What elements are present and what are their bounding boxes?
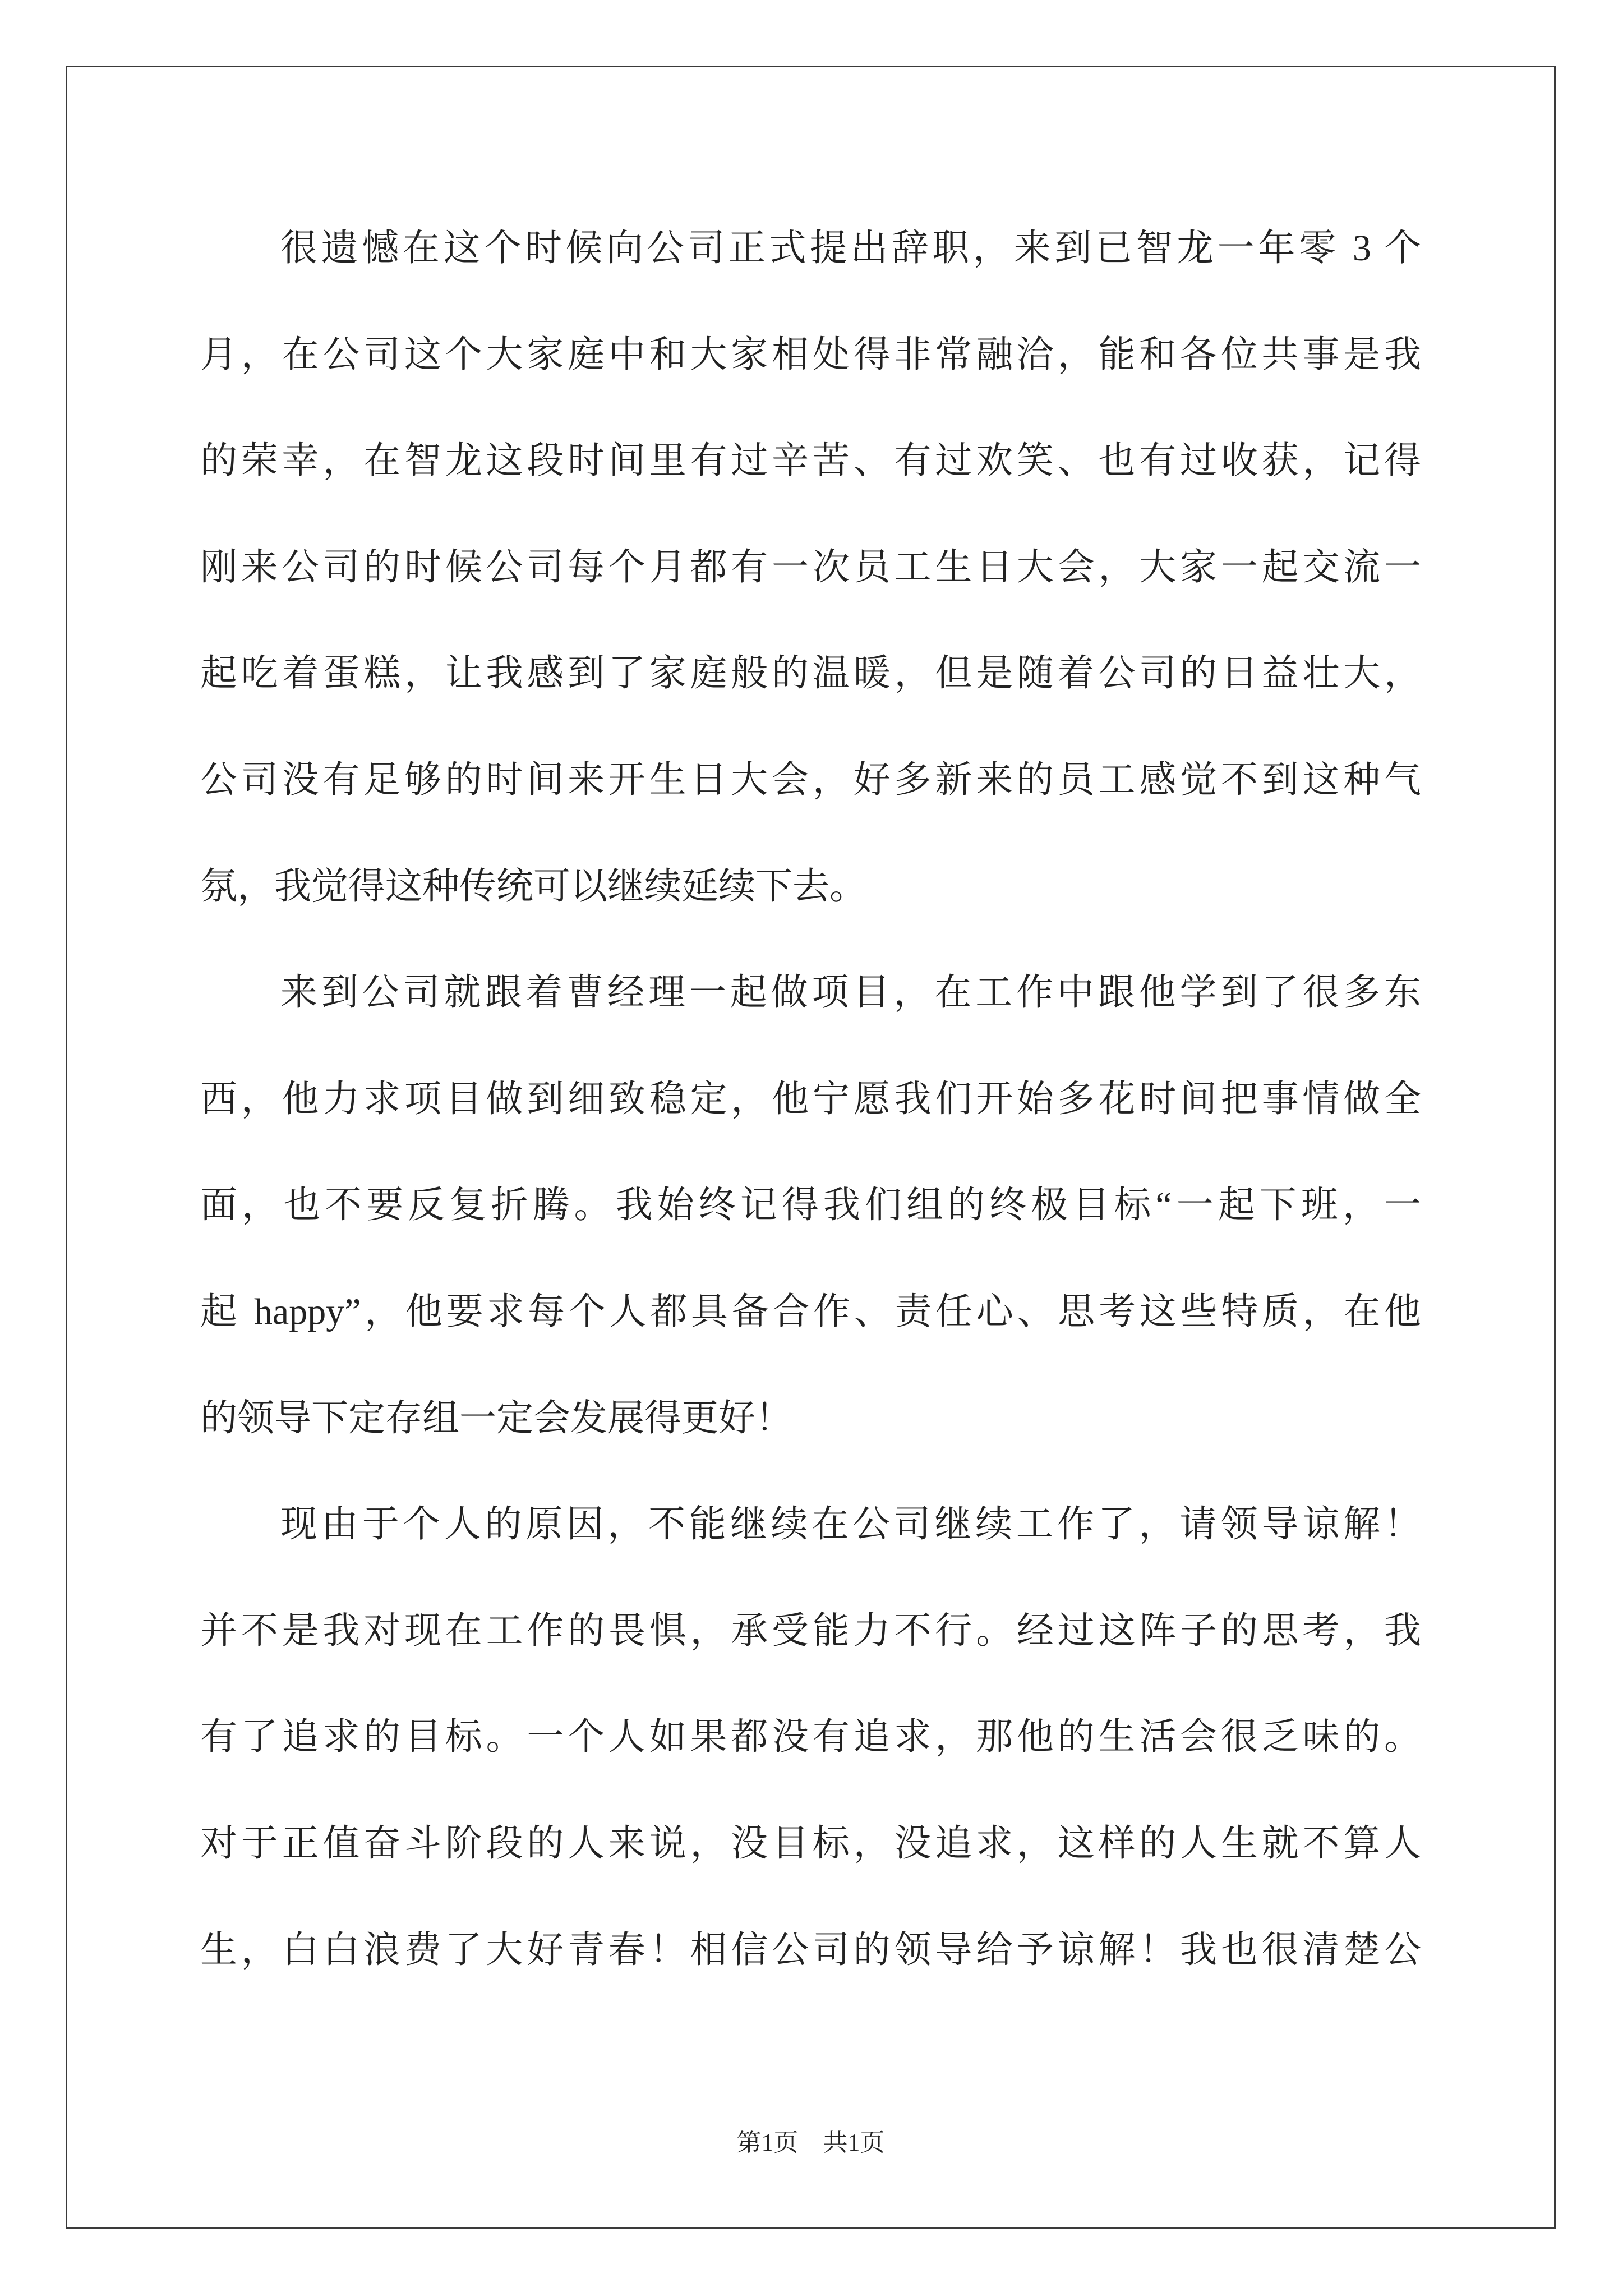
text-line: 生，白白浪费了大好青春！相信公司的领导给予谅解！我也很清楚公 (200, 1929, 1421, 1971)
text-line: 很遗憾在这个时候向公司正式提出辞职，来到已智龙一年零 3 个 (280, 228, 1421, 269)
text-line: 氛，我觉得这种传统可以继续延续下去。 (200, 866, 866, 907)
text-line: 的荣幸，在智龙这段时间里有过辛苦、有过欢笑、也有过收获，记得 (200, 440, 1421, 482)
text-line: 月，在公司这个大家庭中和大家相处得非常融洽，能和各位共事是我 (200, 334, 1421, 375)
text-line: 对于正值奋斗阶段的人来说，没目标，没追求，这样的人生就不算人 (200, 1823, 1421, 1864)
paragraph-2 (200, 940, 1421, 1471)
text-line: 西，他力求项目做到细致稳定，他宁愿我们开始多花时间把事情做全 (200, 1078, 1421, 1120)
text-line: 起吃着蛋糕，让我感到了家庭般的温暖，但是随着公司的日益壮大， (200, 653, 1421, 694)
text-line: 公司没有足够的时间来开生日大会，好多新来的员工感觉不到这种气 (200, 759, 1421, 800)
paragraph-1 (200, 195, 1421, 940)
paragraph-3 (200, 1471, 1421, 2003)
document-body (200, 195, 1421, 2003)
text-line: 面，也不要反复折腾。我始终记得我们组的终极目标“一起下班，一 (200, 1185, 1421, 1226)
text-line: 起 happy”，他要求每个人都具备合作、责任心、思考这些特质，在他 (200, 1291, 1421, 1332)
text-line: 现由于个人的原因，不能继续在公司继续工作了，请领导谅解！ (280, 1504, 1421, 1545)
text-line: 刚来公司的时候公司每个月都有一次员工生日大会，大家一起交流一 (200, 546, 1421, 588)
text-line: 有了追求的目标。一个人如果都没有追求，那他的生活会很乏味的。 (200, 1717, 1421, 1758)
text-line: 的领导下定存组一定会发展得更好！ (200, 1397, 792, 1439)
text-line: 并不是我对现在工作的畏惧，承受能力不行。经过这阵子的思考，我 (200, 1610, 1421, 1651)
page-footer: 第1页 共1页 (736, 2129, 885, 2156)
text-line: 来到公司就跟着曹经理一起做项目，在工作中跟他学到了很多东 (280, 972, 1421, 1014)
